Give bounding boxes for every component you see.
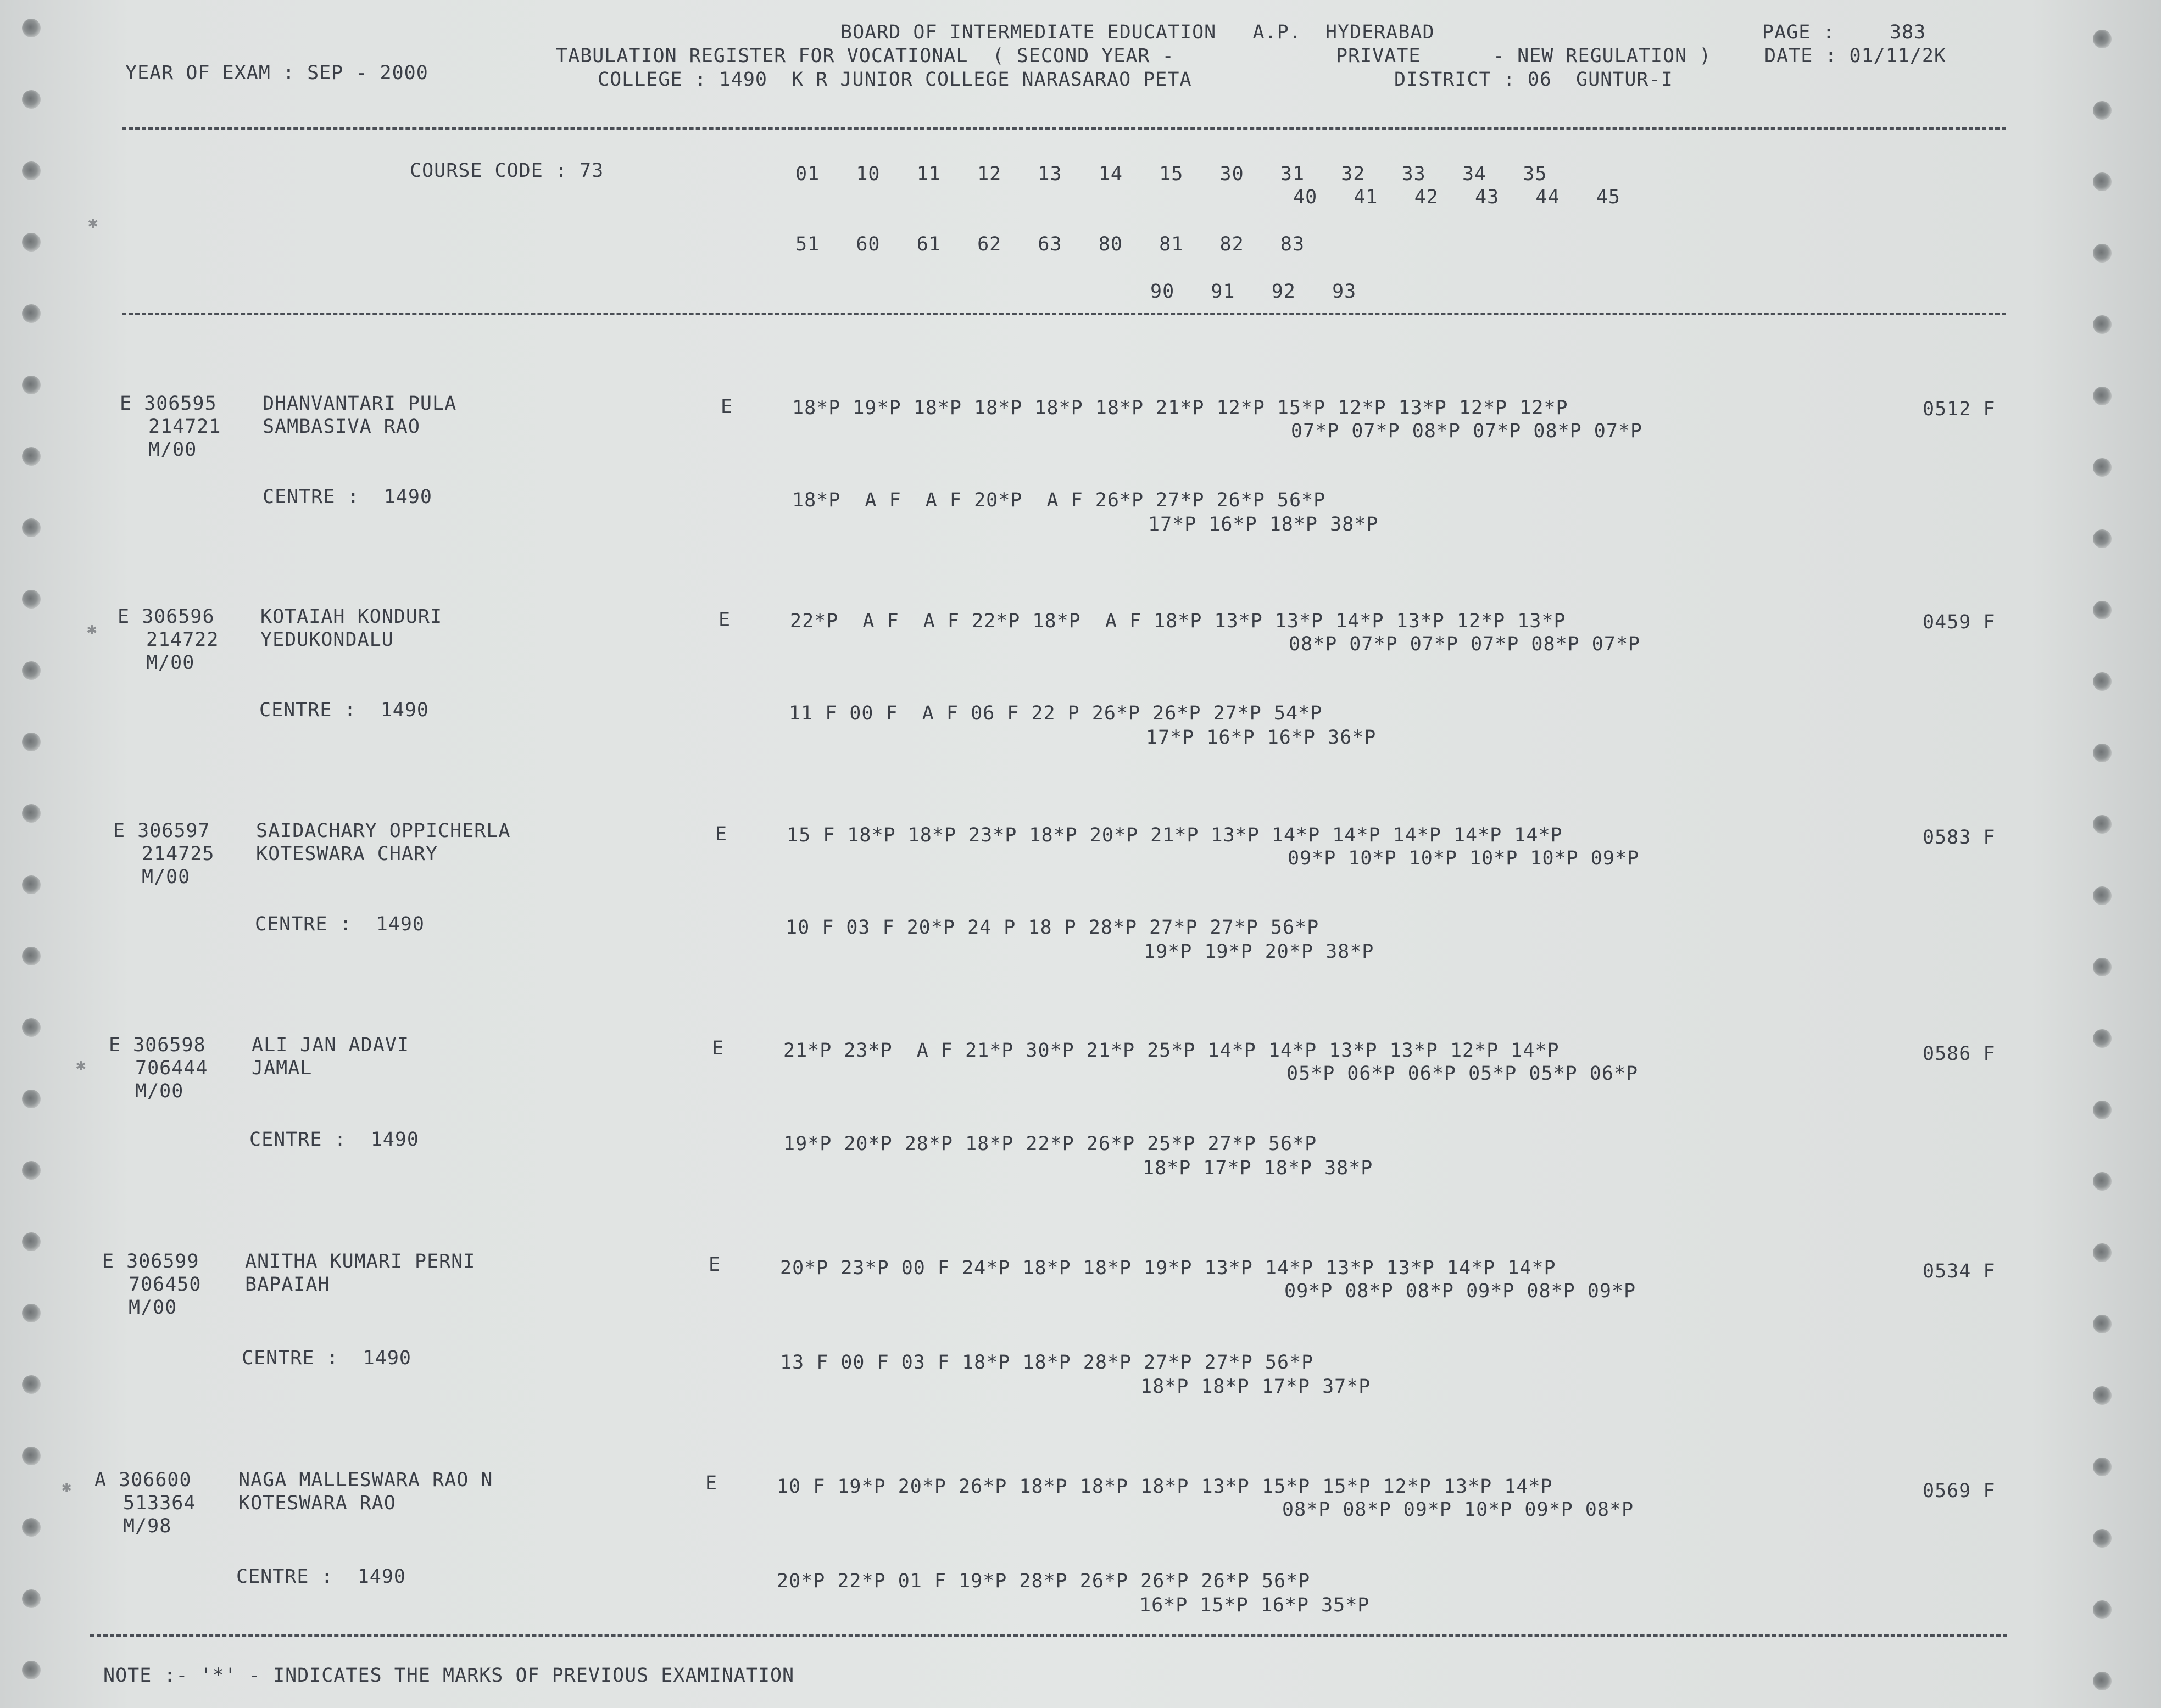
feed-hole — [2093, 1172, 2112, 1191]
page-number: 383 — [1890, 21, 1926, 43]
feed-hole — [22, 304, 41, 323]
feed-hole — [22, 1161, 41, 1180]
student-name-line-2: KOTESWARA CHARY — [256, 843, 438, 865]
centre-label: CENTRE : 1490 — [263, 486, 433, 508]
feed-hole — [22, 590, 41, 609]
feed-hole — [22, 1661, 41, 1679]
feed-hole — [22, 661, 41, 680]
feed-hole — [22, 1018, 41, 1037]
year-of-exam: YEAR OF EXAM : SEP - 2000 — [125, 62, 428, 84]
marks-row-2: 05*P 06*P 06*P 05*P 05*P 06*P — [1286, 1063, 1639, 1085]
feed-hole — [22, 161, 41, 180]
student-id: A 306600 — [94, 1469, 192, 1491]
medium: E — [709, 1254, 721, 1276]
marks-row-1: 18*P 19*P 18*P 18*P 18*P 18*P 21*P 12*P 15*P 12*P 13*P 12*P 12*P — [792, 397, 1568, 419]
student-name: ALI JAN ADAVI — [252, 1034, 409, 1056]
marks-row-4: 17*P 16*P 16*P 36*P — [1146, 727, 1377, 749]
divider — [90, 1634, 2007, 1637]
divider — [122, 127, 2006, 130]
feed-hole — [22, 447, 41, 466]
feed-hole — [2093, 672, 2112, 691]
student-category: M/98 — [123, 1515, 172, 1537]
private-label: PRIVATE — [1336, 45, 1421, 67]
total-result: 0512 F — [1923, 398, 1996, 420]
feed-hole — [22, 804, 41, 823]
feed-hole — [2093, 387, 2112, 405]
feed-hole — [2093, 172, 2112, 191]
course-code: COURSE CODE : 73 — [410, 160, 604, 182]
student-name-line-2: BAPAIAH — [245, 1274, 330, 1296]
feed-hole — [22, 733, 41, 751]
student-name-line-2: KOTESWARA RAO — [238, 1492, 396, 1514]
student-name: KOTAIAH KONDURI — [260, 606, 443, 628]
marks-row-3: 13 F 00 F 03 F 18*P 18*P 28*P 27*P 27*P 56*P — [780, 1352, 1314, 1374]
marks-row-2: 08*P 08*P 09*P 10*P 09*P 08*P — [1282, 1499, 1634, 1521]
board-title: BOARD OF INTERMEDIATE EDUCATION A.P. HYDERABAD — [840, 21, 1435, 43]
marks-row-2: 07*P 07*P 08*P 07*P 08*P 07*P — [1291, 420, 1643, 442]
feed-hole — [22, 376, 41, 394]
feed-hole — [2093, 529, 2112, 548]
marks-row-3: 18*P A F A F 20*P A F 26*P 27*P 26*P 56*P — [792, 489, 1326, 511]
marks-row-4: 17*P 16*P 18*P 38*P — [1148, 513, 1379, 535]
feed-hole — [2093, 1029, 2112, 1048]
student-name-line-2: SAMBASIVA RAO — [263, 416, 420, 438]
marks-row-2: 08*P 07*P 07*P 07*P 08*P 07*P — [1289, 633, 1641, 655]
medium: E — [712, 1037, 725, 1059]
student-name: SAIDACHARY OPPICHERLA — [256, 820, 511, 842]
centre-label: CENTRE : 1490 — [249, 1129, 420, 1151]
feed-hole — [2093, 958, 2112, 976]
subject-codes-row-1: 01 10 11 12 13 14 15 30 31 32 33 34 35 — [795, 163, 1547, 185]
student-name-line-2: YEDUKONDALU — [260, 629, 394, 651]
register-title: TABULATION REGISTER FOR VOCATIONAL ( SECOND YEAR - — [556, 45, 1174, 67]
marks-row-3: 10 F 03 F 20*P 24 P 18 P 28*P 27*P 27*P 56*P — [786, 917, 1319, 939]
centre-label: CENTRE : 1490 — [242, 1347, 412, 1369]
marks-row-2: 09*P 10*P 10*P 10*P 10*P 09*P — [1288, 847, 1640, 869]
feed-hole — [22, 1232, 41, 1251]
college-info: COLLEGE : 1490 K R JUNIOR COLLEGE NARASARAO PETA — [598, 69, 1192, 91]
feed-hole — [22, 233, 41, 252]
left-feed-holes — [22, 0, 71, 1708]
marks-row-4: 19*P 19*P 20*P 38*P — [1144, 941, 1374, 963]
marks-row-1: 15 F 18*P 18*P 23*P 18*P 20*P 21*P 13*P 14*P 14*P 14*P 14*P 14*P — [787, 824, 1563, 846]
marks-row-2: 09*P 08*P 08*P 09*P 08*P 09*P — [1284, 1280, 1636, 1302]
feed-hole — [2093, 315, 2112, 334]
feed-hole — [22, 875, 41, 894]
feed-hole — [2093, 815, 2112, 834]
subject-codes-row-2: 40 41 42 43 44 45 — [1293, 186, 1620, 208]
marks-row-4: 18*P 17*P 18*P 38*P — [1143, 1157, 1373, 1179]
marks-row-1: 20*P 23*P 00 F 24*P 18*P 18*P 19*P 13*P 14*P 13*P 13*P 14*P 14*P — [780, 1257, 1556, 1279]
student-category: M/00 — [142, 866, 191, 888]
total-result: 0534 F — [1923, 1260, 1996, 1282]
student-reg: 214725 — [142, 843, 215, 865]
feed-hole — [22, 1518, 41, 1537]
feed-hole — [2093, 101, 2112, 120]
marks-row-3: 19*P 20*P 28*P 18*P 22*P 26*P 25*P 27*P 56*P — [783, 1133, 1317, 1155]
feed-hole — [2093, 886, 2112, 905]
student-id: E 306597 — [113, 820, 210, 842]
feed-hole — [22, 19, 41, 37]
feed-hole — [2093, 458, 2112, 477]
student-reg: 214722 — [146, 629, 219, 651]
student-name: DHANVANTARI PULA — [263, 393, 457, 415]
right-feed-holes — [2093, 0, 2142, 1708]
feed-hole — [2093, 1600, 2112, 1619]
student-id: E 306599 — [102, 1251, 199, 1272]
feed-hole — [22, 1589, 41, 1608]
feed-hole — [22, 90, 41, 109]
medium: E — [705, 1472, 718, 1494]
student-category: M/00 — [135, 1080, 184, 1102]
student-name: ANITHA KUMARI PERNI — [245, 1251, 476, 1272]
marks-row-1: 22*P A F A F 22*P 18*P A F 18*P 13*P 13*P 14*P 13*P 12*P 13*P — [790, 610, 1566, 632]
total-result: 0586 F — [1923, 1043, 1996, 1065]
print-date: DATE : 01/11/2K — [1764, 45, 1947, 67]
divider — [122, 313, 2006, 315]
feed-hole — [2093, 1315, 2112, 1333]
feed-hole — [22, 1304, 41, 1322]
total-result: 0569 F — [1923, 1480, 1996, 1502]
feed-hole — [2093, 1101, 2112, 1119]
student-category: M/00 — [146, 652, 195, 674]
student-name: NAGA MALLESWARA RAO N — [238, 1469, 493, 1491]
marks-row-3: 11 F 00 F A F 06 F 22 P 26*P 26*P 27*P 54*P — [789, 702, 1323, 724]
student-name-line-2: JAMAL — [252, 1057, 313, 1079]
student-reg: 214721 — [148, 416, 221, 438]
footnote: NOTE :- '*' - INDICATES THE MARKS OF PREVIOUS EXAMINATION — [103, 1665, 795, 1687]
feed-hole — [2093, 1672, 2112, 1690]
marks-row-4: 18*P 18*P 17*P 37*P — [1140, 1376, 1371, 1398]
feed-hole — [2093, 1529, 2112, 1548]
student-id: E 306596 — [118, 606, 215, 628]
student-category: M/00 — [129, 1297, 177, 1319]
feed-hole — [2093, 30, 2112, 48]
punch-mark: ✱ — [87, 619, 97, 639]
marks-row-1: 10 F 19*P 20*P 26*P 18*P 18*P 18*P 13*P 15*P 15*P 12*P 13*P 14*P — [777, 1476, 1553, 1498]
feed-hole — [2093, 244, 2112, 263]
feed-hole — [22, 947, 41, 965]
punch-mark: ✱ — [62, 1477, 72, 1497]
medium: E — [719, 609, 731, 631]
centre-label: CENTRE : 1490 — [255, 913, 425, 935]
student-reg: 513364 — [123, 1492, 196, 1514]
subject-codes-row-3: 51 60 61 62 63 80 81 82 83 — [795, 233, 1305, 255]
feed-hole — [22, 518, 41, 537]
punch-mark: ✱ — [88, 213, 98, 232]
total-result: 0583 F — [1923, 827, 1996, 849]
medium: E — [715, 823, 728, 845]
feed-hole — [22, 1447, 41, 1465]
district-info: DISTRICT : 06 GUNTUR-I — [1394, 69, 1673, 91]
feed-hole — [2093, 1243, 2112, 1262]
centre-label: CENTRE : 1490 — [259, 699, 430, 721]
feed-hole — [22, 1375, 41, 1394]
total-result: 0459 F — [1923, 611, 1996, 633]
student-reg: 706444 — [135, 1057, 208, 1079]
medium: E — [721, 396, 733, 418]
feed-hole — [2093, 1386, 2112, 1405]
student-id: E 306598 — [109, 1034, 206, 1056]
centre-label: CENTRE : 1490 — [236, 1566, 406, 1588]
punch-mark: ✱ — [76, 1056, 86, 1075]
page-label: PAGE : — [1762, 21, 1835, 43]
subject-codes-row-4: 90 91 92 93 — [1150, 281, 1357, 303]
regulation-label: - NEW REGULATION ) — [1493, 45, 1712, 67]
student-reg: 706450 — [129, 1274, 202, 1296]
marks-row-4: 16*P 15*P 16*P 35*P — [1139, 1594, 1370, 1616]
feed-hole — [2093, 744, 2112, 762]
marks-row-1: 21*P 23*P A F 21*P 30*P 21*P 25*P 14*P 14*P 13*P 13*P 12*P 14*P — [783, 1040, 1560, 1062]
feed-hole — [22, 1090, 41, 1108]
student-category: M/00 — [148, 439, 197, 461]
student-id: E 306595 — [120, 393, 217, 415]
marks-row-3: 20*P 22*P 01 F 19*P 28*P 26*P 26*P 26*P 56*P — [777, 1570, 1311, 1592]
feed-hole — [2093, 601, 2112, 619]
feed-hole — [2093, 1458, 2112, 1476]
